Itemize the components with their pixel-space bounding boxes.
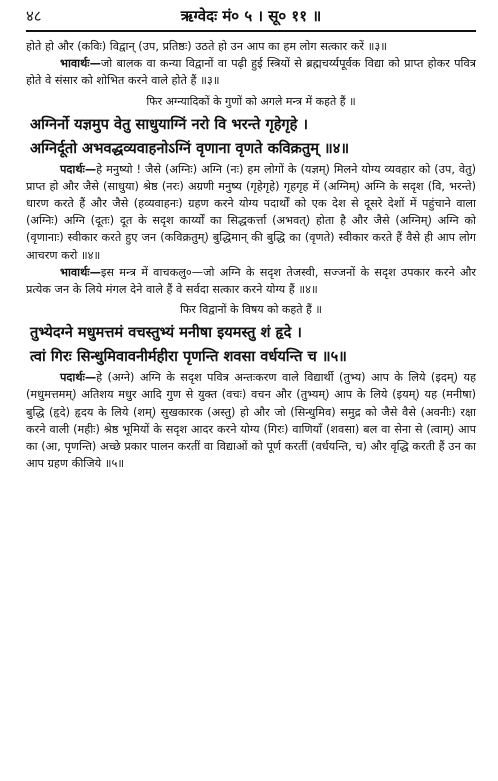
paragraph-lead: भावार्थः— [60, 265, 101, 279]
paragraph-lead: पदार्थः— [60, 371, 97, 385]
paragraph-lead: पदार्थः— [60, 162, 97, 176]
mantra-line: तुभ्येदग्ने मधुमत्तमं वचस्तुभ्यं मनीषा इयमस्तु शं हृदे । [30, 324, 302, 342]
paragraph [26, 264, 476, 298]
paragraph-text: इस मन्त्र में वाचकलु०—जो अग्नि के सदृश तेजस्वी, सज्जनों के सदृश उपकार करने और प्रत्येक जन के लिये मंगल देने वाले हैं वे सर्वदा सत्कार करने योग्य हैं ॥४॥ [26, 265, 476, 297]
running-title: ऋग्वेदः मं० ५ । सू० ११ ॥ [180, 7, 322, 25]
paragraph-text: हे (अग्ने) अग्नि के सदृश पवित्र अन्तःकरण वाले विद्यार्थी (तुभ्य) आप के लिये (इदम्) यह (मधुमत्तमम्) अतिशय मधुर आदि गुण से युक्त (वचः) वचन और (तुभ्यम्) आप के लिये (इयम्) यह (मनीषा) बुद्धि (हृदे) हृदय के लिये (शम्) सुखकारक (अस्तु) हो और जो (सिन्धुमिव) समुद्र को जैसे वैसे (अवनीः) रक्षा करने वाली (महीः) श्रेष्ठ भूमियों के सदृश आदर करने योग्य (गिरः) वाणियाँ (शवसा) बल वा सेना से (त्वाम्) आप का (आ, पृणन्ति) अच्छे प्रकार पालन करतीं वा विद्याओं को पूर्ण करतीं (वर्धयन्ति, च) और वृद्धि करती हैं उन का आप ग्रहण कीजिये ॥५॥ [26, 371, 476, 471]
mantra-line: त्वां गिरः सिन्धुमिवावनीर्महीरा पृणन्ति शवसा वर्धयन्ति च ॥५॥ [30, 348, 347, 366]
mantra-line: अग्निर्दूतो अभवद्धव्यवाहनोऽग्निं वृणाना वृणते कविक्रतुम् ॥४॥ [30, 139, 350, 157]
mantra-line: अग्निर्नो यज्ञमुप वेतु साधुयाग्निं नरो वि भरन्ते गृहेगृहे । [30, 115, 309, 133]
header-rule [26, 30, 476, 32]
document-body [26, 38, 476, 472]
paragraph-text: हे मनुष्यो ! जैसे (अग्निः) अग्नि (नः) हम लोगों के (यज्ञम्) मिलने योग्य व्यवहार को (उप, वेतु) प्राप्त हो और जैसे (साधुया) श्रेष्ठ (नरः) अग्रणी मनुष्य (गृहेगृहे) गृहगृह में (अग्निम्) अग्नि के सदृश (वि, भरन्ते) धारण करते हैं और जैसे (हव्यवाहनः) ग्रहण करने योग्य पदार्थों को एक देश से दूसरे देशों में पहुंचाने वाला (अग्निः) अग्नि (दूतः) दूत के सदृश कार्य्यों का सिद्धकर्त्ता (अभवत्) होता है और जैसे (अग्निम्) अग्नि को (वृणानाः) स्वीकार करते हुए जन (कविक्रतुम्) बुद्धिमान् की बुद्धि का (वृणते) स्वीकार करते हैं वैसे ही आप लोग आचरण करो ॥४॥ [26, 162, 476, 262]
paragraph [26, 369, 476, 472]
paragraph-lead: भावार्थः— [60, 57, 101, 71]
section-heading: फिर अग्न्यादिकों के गुणों को अगले मन्त्र में कहते हैं ॥ [146, 94, 356, 108]
paragraph-text: जो बालक वा कन्या विद्वानों वा पढ़ी हुई स्त्रियों से ब्रह्मचर्य्यपूर्वक विद्या को प्राप्त होकर पवित्र होते वे संसार को शोभित करने वाले होते हैं ॥३॥ [26, 57, 476, 88]
paragraph-text: होते हो और (कविः) विद्वान् (उप, प्रतिष्ठः) उठते हो उन आप का हम लोग सत्कार करें ॥३॥ [26, 40, 387, 53]
paragraph [26, 38, 476, 55]
paragraph [26, 161, 476, 264]
section-heading: फिर विद्वानों के विषय को कहते हैं ॥ [180, 303, 322, 317]
page-number: ४८ [26, 7, 42, 25]
page-header [26, 0, 476, 30]
paragraph [26, 55, 476, 89]
